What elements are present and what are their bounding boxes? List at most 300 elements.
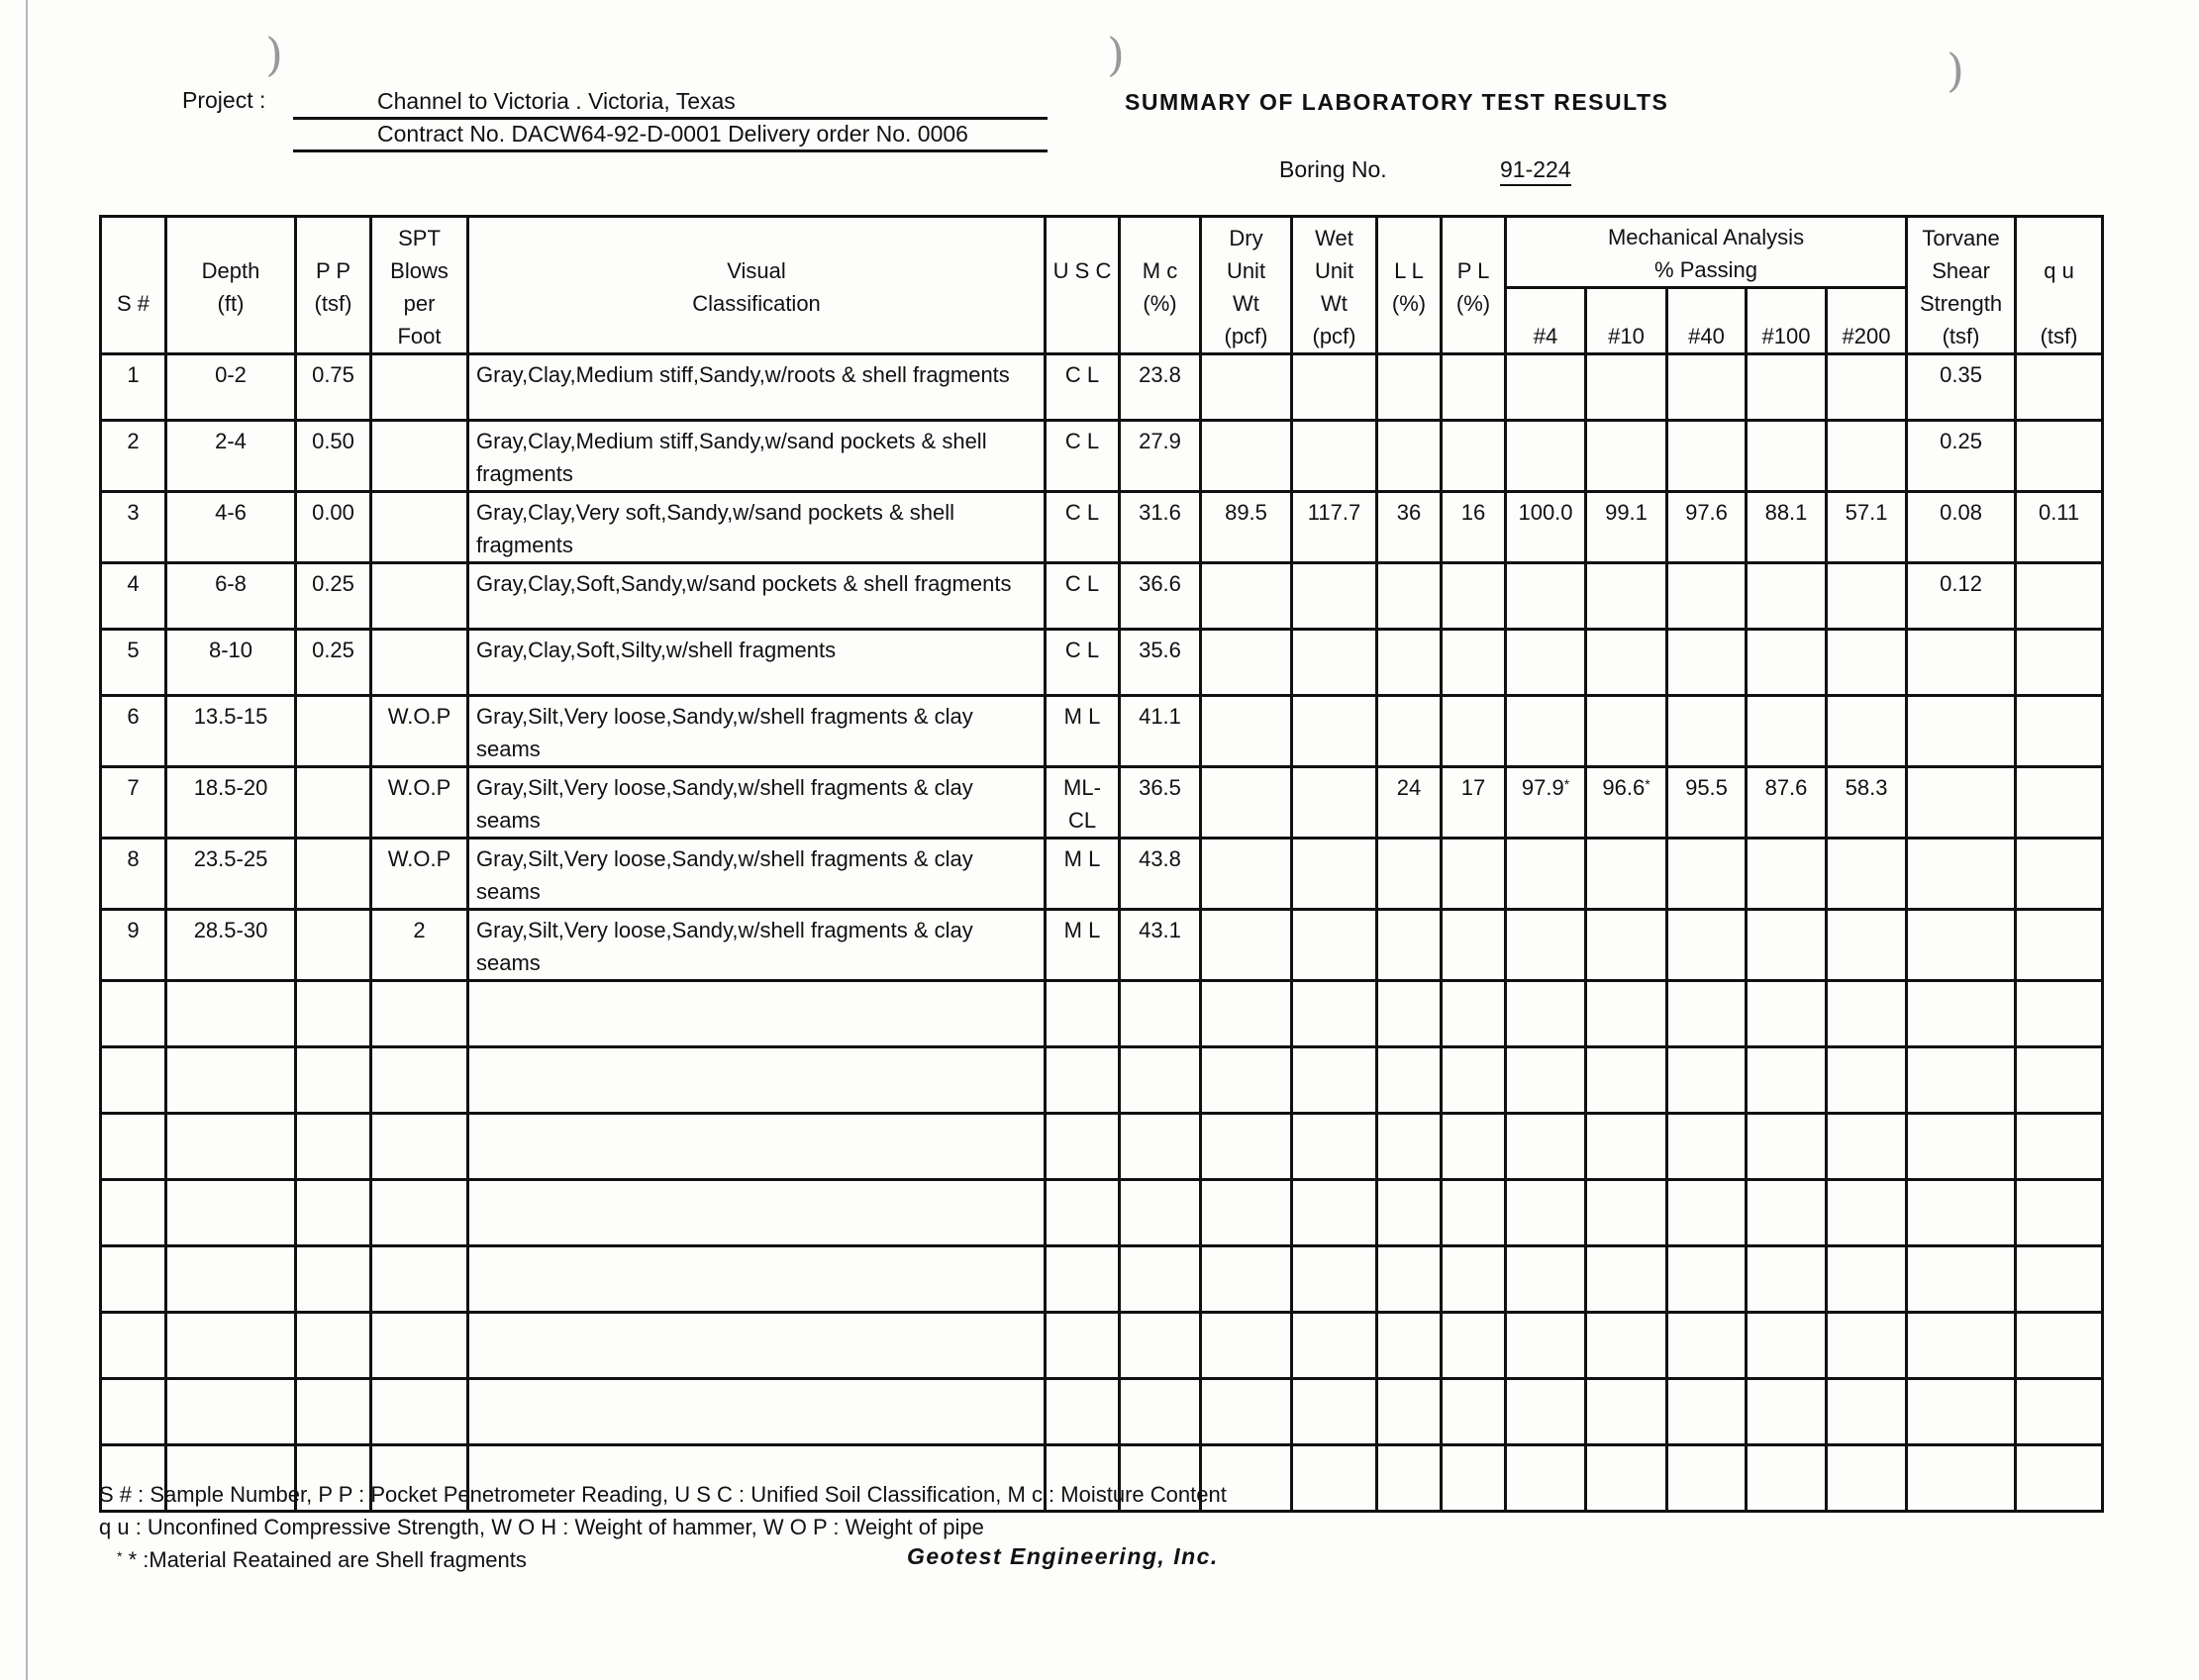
empty-cell xyxy=(1827,1047,1907,1114)
cell-usc: C L xyxy=(1046,563,1120,630)
cell-p100 xyxy=(1747,354,1827,421)
cell-ll: 36 xyxy=(1377,492,1442,563)
cell-qu xyxy=(2016,354,2103,421)
empty-cell xyxy=(296,1313,371,1379)
empty-cell xyxy=(101,1379,166,1445)
cell-p4 xyxy=(1506,421,1586,492)
cell-p200 xyxy=(1827,910,1907,981)
cell-p10 xyxy=(1586,630,1667,696)
cell-spt: W.O.P xyxy=(371,839,468,910)
empty-cell xyxy=(1292,1047,1377,1114)
empty-cell xyxy=(1506,1047,1586,1114)
cell-depth: 23.5-25 xyxy=(166,839,296,910)
cell-usc: M L xyxy=(1046,696,1120,767)
cell-p40 xyxy=(1667,630,1747,696)
cell-p100 xyxy=(1747,563,1827,630)
empty-cell xyxy=(296,1379,371,1445)
cell-spt xyxy=(371,421,468,492)
empty-cell xyxy=(1907,1180,2016,1246)
cell-p100 xyxy=(1747,910,1827,981)
cell-pp: 0.50 xyxy=(296,421,371,492)
cell-p10: 96.6* xyxy=(1586,767,1667,839)
table-body xyxy=(101,354,2103,1512)
cell-depth: 4-6 xyxy=(166,492,296,563)
empty-cell xyxy=(371,1246,468,1313)
cell-s: 4 xyxy=(101,563,166,630)
empty-cell xyxy=(1747,1246,1827,1313)
empty-cell xyxy=(1120,1180,1201,1246)
empty-cell xyxy=(1120,1313,1201,1379)
empty-cell xyxy=(1667,1180,1747,1246)
cell-p200 xyxy=(1827,839,1907,910)
empty-cell xyxy=(1907,1313,2016,1379)
empty-cell xyxy=(1046,1114,1120,1180)
empty-cell xyxy=(1201,1114,1292,1180)
cell-pl xyxy=(1442,839,1506,910)
cell-pp: 0.75 xyxy=(296,354,371,421)
cell-depth: 13.5-15 xyxy=(166,696,296,767)
cell-p100 xyxy=(1747,839,1827,910)
empty-cell xyxy=(166,1180,296,1246)
empty-cell xyxy=(371,1114,468,1180)
empty-cell xyxy=(1747,981,1827,1047)
cell-visual: Gray,Clay,Soft,Silty,w/shell fragments xyxy=(468,630,1046,696)
empty-cell xyxy=(1377,1047,1442,1114)
cell-p4 xyxy=(1506,563,1586,630)
cell-mc: 43.8 xyxy=(1120,839,1201,910)
cell-visual: Gray,Clay,Medium stiff,Sandy,w/sand pockets & shell fragments xyxy=(468,421,1046,492)
col-sieve-200: #200 xyxy=(1827,288,1907,354)
empty-cell xyxy=(1120,1114,1201,1180)
table-row xyxy=(101,421,2103,492)
cell-mc: 36.5 xyxy=(1120,767,1201,839)
cell-torvane xyxy=(1907,839,2016,910)
cell-wet xyxy=(1292,421,1377,492)
cell-wet xyxy=(1292,767,1377,839)
empty-cell xyxy=(2016,1180,2103,1246)
empty-cell xyxy=(1827,1246,1907,1313)
empty-cell xyxy=(101,981,166,1047)
cell-ll: 24 xyxy=(1377,767,1442,839)
empty-cell xyxy=(166,1246,296,1313)
empty-cell xyxy=(1506,1379,1586,1445)
cell-p4 xyxy=(1506,696,1586,767)
empty-cell xyxy=(2016,1246,2103,1313)
cell-p40: 95.5 xyxy=(1667,767,1747,839)
cell-p4 xyxy=(1506,910,1586,981)
cell-mc: 36.6 xyxy=(1120,563,1201,630)
contract-line xyxy=(293,120,1048,152)
empty-cell xyxy=(1586,1313,1667,1379)
empty-cell xyxy=(468,1114,1046,1180)
cell-wet: 117.7 xyxy=(1292,492,1377,563)
empty-cell xyxy=(2016,1114,2103,1180)
empty-cell xyxy=(1120,1047,1201,1114)
cell-torvane: 0.12 xyxy=(1907,563,2016,630)
cell-p40 xyxy=(1667,910,1747,981)
cell-qu xyxy=(2016,767,2103,839)
empty-cell xyxy=(2016,1379,2103,1445)
empty-cell xyxy=(1827,981,1907,1047)
empty-cell xyxy=(101,1313,166,1379)
empty-cell xyxy=(1907,981,2016,1047)
empty-cell xyxy=(1201,1246,1292,1313)
empty-cell xyxy=(1046,1246,1120,1313)
empty-cell xyxy=(1442,1246,1506,1313)
cell-depth: 2-4 xyxy=(166,421,296,492)
cell-p40 xyxy=(1667,696,1747,767)
empty-cell xyxy=(296,1246,371,1313)
cell-p100: 88.1 xyxy=(1747,492,1827,563)
cell-wet xyxy=(1292,696,1377,767)
cell-dry xyxy=(1201,696,1292,767)
empty-cell xyxy=(166,1047,296,1114)
cell-qu xyxy=(2016,839,2103,910)
col-mc: M c (%) xyxy=(1120,217,1201,354)
cell-ll xyxy=(1377,421,1442,492)
empty-cell xyxy=(1292,981,1377,1047)
empty-cell xyxy=(371,1313,468,1379)
cell-p10 xyxy=(1586,421,1667,492)
table-row xyxy=(101,696,2103,767)
empty-cell xyxy=(101,1114,166,1180)
empty-cell xyxy=(1827,1180,1907,1246)
cell-s: 3 xyxy=(101,492,166,563)
table-row xyxy=(101,767,2103,839)
empty-cell xyxy=(468,1246,1046,1313)
empty-cell xyxy=(1827,1445,1907,1512)
empty-cell xyxy=(1907,1379,2016,1445)
footnote-line-1: S # : Sample Number, P P : Pocket Penetrometer Reading, U S C : Unified Soil Classification, M c : Moisture Content xyxy=(99,1482,1227,1507)
empty-cell xyxy=(1442,1313,1506,1379)
empty-cell xyxy=(1442,1180,1506,1246)
empty-cell xyxy=(1046,1379,1120,1445)
empty-cell xyxy=(1046,1180,1120,1246)
cell-p40 xyxy=(1667,563,1747,630)
col-visual: Visual Classification xyxy=(468,217,1046,354)
cell-p200: 58.3 xyxy=(1827,767,1907,839)
cell-p100: 87.6 xyxy=(1747,767,1827,839)
cell-dry xyxy=(1201,563,1292,630)
cell-visual: Gray,Clay,Very soft,Sandy,w/sand pockets & shell fragments xyxy=(468,492,1046,563)
empty-cell xyxy=(101,1047,166,1114)
cell-torvane xyxy=(1907,696,2016,767)
cell-ll xyxy=(1377,563,1442,630)
empty-cell xyxy=(1201,1313,1292,1379)
cell-p4 xyxy=(1506,630,1586,696)
empty-cell xyxy=(1292,1379,1377,1445)
cell-p40: 97.6 xyxy=(1667,492,1747,563)
cell-pl xyxy=(1442,354,1506,421)
empty-cell xyxy=(1201,1379,1292,1445)
empty-cell xyxy=(1827,1379,1907,1445)
empty-cell xyxy=(1120,981,1201,1047)
cell-torvane xyxy=(1907,630,2016,696)
cell-torvane xyxy=(1907,767,2016,839)
company-name: Geotest Engineering, Inc. xyxy=(907,1543,1219,1569)
cell-p10 xyxy=(1586,839,1667,910)
col-sieve-4: #4 xyxy=(1506,288,1586,354)
empty-cell xyxy=(101,1180,166,1246)
empty-cell xyxy=(1506,981,1586,1047)
cell-ll xyxy=(1377,839,1442,910)
empty-cell xyxy=(1292,1445,1377,1512)
cell-mc: 31.6 xyxy=(1120,492,1201,563)
empty-cell xyxy=(371,1379,468,1445)
empty-cell xyxy=(166,1313,296,1379)
empty-row xyxy=(101,981,2103,1047)
cell-wet xyxy=(1292,354,1377,421)
cell-spt: W.O.P xyxy=(371,767,468,839)
cell-torvane xyxy=(1907,910,2016,981)
empty-row xyxy=(101,1180,2103,1246)
empty-cell xyxy=(1201,1047,1292,1114)
cell-p4 xyxy=(1506,839,1586,910)
empty-cell xyxy=(1046,981,1120,1047)
empty-row xyxy=(101,1047,2103,1114)
col-pl: P L (%) xyxy=(1442,217,1506,354)
col-wet-unit-wt: Wet Unit Wt (pcf) xyxy=(1292,217,1377,354)
boring-label: Boring No. xyxy=(1279,156,1387,182)
punch-mark: ) xyxy=(1947,44,1964,97)
cell-p10 xyxy=(1586,696,1667,767)
cell-pp xyxy=(296,910,371,981)
empty-cell xyxy=(1377,1246,1442,1313)
empty-cell xyxy=(1907,1445,2016,1512)
empty-cell xyxy=(1907,1246,2016,1313)
boring-number: 91-224 xyxy=(1500,156,1571,186)
empty-cell xyxy=(1586,1114,1667,1180)
cell-depth: 6-8 xyxy=(166,563,296,630)
table-row xyxy=(101,630,2103,696)
empty-cell xyxy=(1201,1180,1292,1246)
empty-cell xyxy=(296,1180,371,1246)
empty-cell xyxy=(1506,1445,1586,1512)
cell-dry xyxy=(1201,630,1292,696)
cell-mc: 35.6 xyxy=(1120,630,1201,696)
lab-results-table xyxy=(99,215,2104,1513)
col-spt: SPT Blows per Foot xyxy=(371,217,468,354)
footnote-star: * xyxy=(117,1548,123,1564)
empty-cell xyxy=(468,1313,1046,1379)
cell-wet xyxy=(1292,563,1377,630)
footnote-line-2: q u : Unconfined Compressive Strength, W O H : Weight of hammer, W O P : Weight of pipe xyxy=(99,1515,984,1539)
empty-cell xyxy=(1586,1180,1667,1246)
cell-ll xyxy=(1377,696,1442,767)
cell-pl xyxy=(1442,563,1506,630)
cell-pp xyxy=(296,839,371,910)
cell-pl xyxy=(1442,910,1506,981)
cell-usc: C L xyxy=(1046,630,1120,696)
empty-row xyxy=(101,1379,2103,1445)
cell-dry xyxy=(1201,839,1292,910)
cell-p100 xyxy=(1747,696,1827,767)
cell-p200 xyxy=(1827,563,1907,630)
empty-cell xyxy=(1046,1047,1120,1114)
empty-cell xyxy=(1120,1379,1201,1445)
empty-cell xyxy=(1747,1114,1827,1180)
cell-spt xyxy=(371,354,468,421)
empty-cell xyxy=(1120,1246,1201,1313)
cell-visual: Gray,Silt,Very loose,Sandy,w/shell fragments & clay seams xyxy=(468,696,1046,767)
empty-cell xyxy=(1907,1047,2016,1114)
empty-cell xyxy=(1442,1114,1506,1180)
cell-visual: Gray,Clay,Soft,Sandy,w/sand pockets & shell fragments xyxy=(468,563,1046,630)
cell-torvane: 0.35 xyxy=(1907,354,2016,421)
cell-dry xyxy=(1201,354,1292,421)
cell-usc: M L xyxy=(1046,839,1120,910)
cell-p4: 97.9* xyxy=(1506,767,1586,839)
col-sample: S # xyxy=(101,217,166,354)
empty-cell xyxy=(1747,1047,1827,1114)
cell-depth: 8-10 xyxy=(166,630,296,696)
empty-cell xyxy=(1046,1313,1120,1379)
col-sieve-100: #100 xyxy=(1747,288,1827,354)
shell-fragment-mark: * xyxy=(1563,776,1570,792)
col-torvane: Torvane Shear Strength (tsf) xyxy=(1907,217,2016,354)
empty-cell xyxy=(1506,1180,1586,1246)
cell-p200 xyxy=(1827,630,1907,696)
empty-cell xyxy=(1292,1313,1377,1379)
empty-cell xyxy=(1667,1445,1747,1512)
cell-wet xyxy=(1292,839,1377,910)
cell-visual: Gray,Silt,Very loose,Sandy,w/shell fragments & clay seams xyxy=(468,910,1046,981)
empty-cell xyxy=(1747,1313,1827,1379)
cell-qu: 0.11 xyxy=(2016,492,2103,563)
cell-usc: C L xyxy=(1046,421,1120,492)
cell-pl: 16 xyxy=(1442,492,1506,563)
cell-spt xyxy=(371,630,468,696)
cell-p200 xyxy=(1827,354,1907,421)
empty-cell xyxy=(101,1246,166,1313)
cell-p200 xyxy=(1827,696,1907,767)
cell-qu xyxy=(2016,696,2103,767)
empty-cell xyxy=(1442,1047,1506,1114)
cell-spt xyxy=(371,563,468,630)
cell-mc: 27.9 xyxy=(1120,421,1201,492)
empty-cell xyxy=(1377,1445,1442,1512)
table-row xyxy=(101,910,2103,981)
empty-cell xyxy=(1667,981,1747,1047)
cell-qu xyxy=(2016,563,2103,630)
empty-cell xyxy=(1586,1047,1667,1114)
empty-cell xyxy=(1827,1114,1907,1180)
cell-p100 xyxy=(1747,421,1827,492)
empty-row xyxy=(101,1114,2103,1180)
empty-cell xyxy=(1586,981,1667,1047)
punch-mark: ) xyxy=(1107,28,1125,81)
cell-ll xyxy=(1377,910,1442,981)
cell-pl xyxy=(1442,421,1506,492)
empty-cell xyxy=(2016,1445,2103,1512)
cell-s: 1 xyxy=(101,354,166,421)
cell-p4: 100.0 xyxy=(1506,492,1586,563)
cell-torvane: 0.25 xyxy=(1907,421,2016,492)
cell-qu xyxy=(2016,910,2103,981)
cell-p4 xyxy=(1506,354,1586,421)
cell-dry: 89.5 xyxy=(1201,492,1292,563)
project-label: Project : xyxy=(182,87,266,113)
empty-cell xyxy=(1747,1379,1827,1445)
document-title: SUMMARY OF LABORATORY TEST RESULTS xyxy=(1125,89,1669,115)
cell-pp xyxy=(296,696,371,767)
empty-cell xyxy=(1586,1445,1667,1512)
cell-p10 xyxy=(1586,910,1667,981)
empty-cell xyxy=(1667,1047,1747,1114)
col-pp: P P (tsf) xyxy=(296,217,371,354)
punch-mark: ) xyxy=(265,28,283,81)
cell-p40 xyxy=(1667,354,1747,421)
cell-s: 2 xyxy=(101,421,166,492)
cell-s: 9 xyxy=(101,910,166,981)
cell-s: 5 xyxy=(101,630,166,696)
col-usc: U S C xyxy=(1046,217,1120,354)
project-name-line xyxy=(293,87,1048,120)
cell-pl xyxy=(1442,630,1506,696)
cell-wet xyxy=(1292,910,1377,981)
empty-cell xyxy=(1292,1114,1377,1180)
empty-cell xyxy=(1586,1379,1667,1445)
cell-usc: M L xyxy=(1046,910,1120,981)
cell-wet xyxy=(1292,630,1377,696)
empty-cell xyxy=(1442,1379,1506,1445)
empty-cell xyxy=(1377,1379,1442,1445)
empty-cell xyxy=(1377,1313,1442,1379)
empty-cell xyxy=(1667,1313,1747,1379)
empty-cell xyxy=(166,1379,296,1445)
empty-cell xyxy=(371,981,468,1047)
empty-cell xyxy=(1377,981,1442,1047)
col-sieve-10: #10 xyxy=(1586,288,1667,354)
cell-depth: 28.5-30 xyxy=(166,910,296,981)
cell-mc: 43.1 xyxy=(1120,910,1201,981)
cell-s: 6 xyxy=(101,696,166,767)
cell-dry xyxy=(1201,421,1292,492)
empty-cell xyxy=(2016,981,2103,1047)
cell-p100 xyxy=(1747,630,1827,696)
empty-row xyxy=(101,1246,2103,1313)
empty-cell xyxy=(1506,1313,1586,1379)
cell-p40 xyxy=(1667,421,1747,492)
empty-cell xyxy=(1586,1246,1667,1313)
cell-pl: 17 xyxy=(1442,767,1506,839)
cell-p10 xyxy=(1586,354,1667,421)
empty-cell xyxy=(296,1047,371,1114)
empty-cell xyxy=(166,981,296,1047)
col-qu: q u (tsf) xyxy=(2016,217,2103,354)
cell-usc: C L xyxy=(1046,492,1120,563)
cell-pp xyxy=(296,767,371,839)
empty-cell xyxy=(1667,1114,1747,1180)
cell-spt: W.O.P xyxy=(371,696,468,767)
page-edge-line xyxy=(26,0,28,1680)
cell-p10 xyxy=(1586,563,1667,630)
cell-pl xyxy=(1442,696,1506,767)
empty-cell xyxy=(1747,1180,1827,1246)
cell-ll xyxy=(1377,354,1442,421)
cell-usc: ML-CL xyxy=(1046,767,1120,839)
table-row xyxy=(101,492,2103,563)
cell-visual: Gray,Silt,Very loose,Sandy,w/shell fragments & clay seams xyxy=(468,839,1046,910)
empty-cell xyxy=(1827,1313,1907,1379)
empty-cell xyxy=(468,1180,1046,1246)
col-depth: Depth (ft) xyxy=(166,217,296,354)
empty-cell xyxy=(296,981,371,1047)
cell-p40 xyxy=(1667,839,1747,910)
empty-cell xyxy=(1506,1246,1586,1313)
empty-cell xyxy=(1201,981,1292,1047)
cell-visual: Gray,Silt,Very loose,Sandy,w/shell fragments & clay seams xyxy=(468,767,1046,839)
